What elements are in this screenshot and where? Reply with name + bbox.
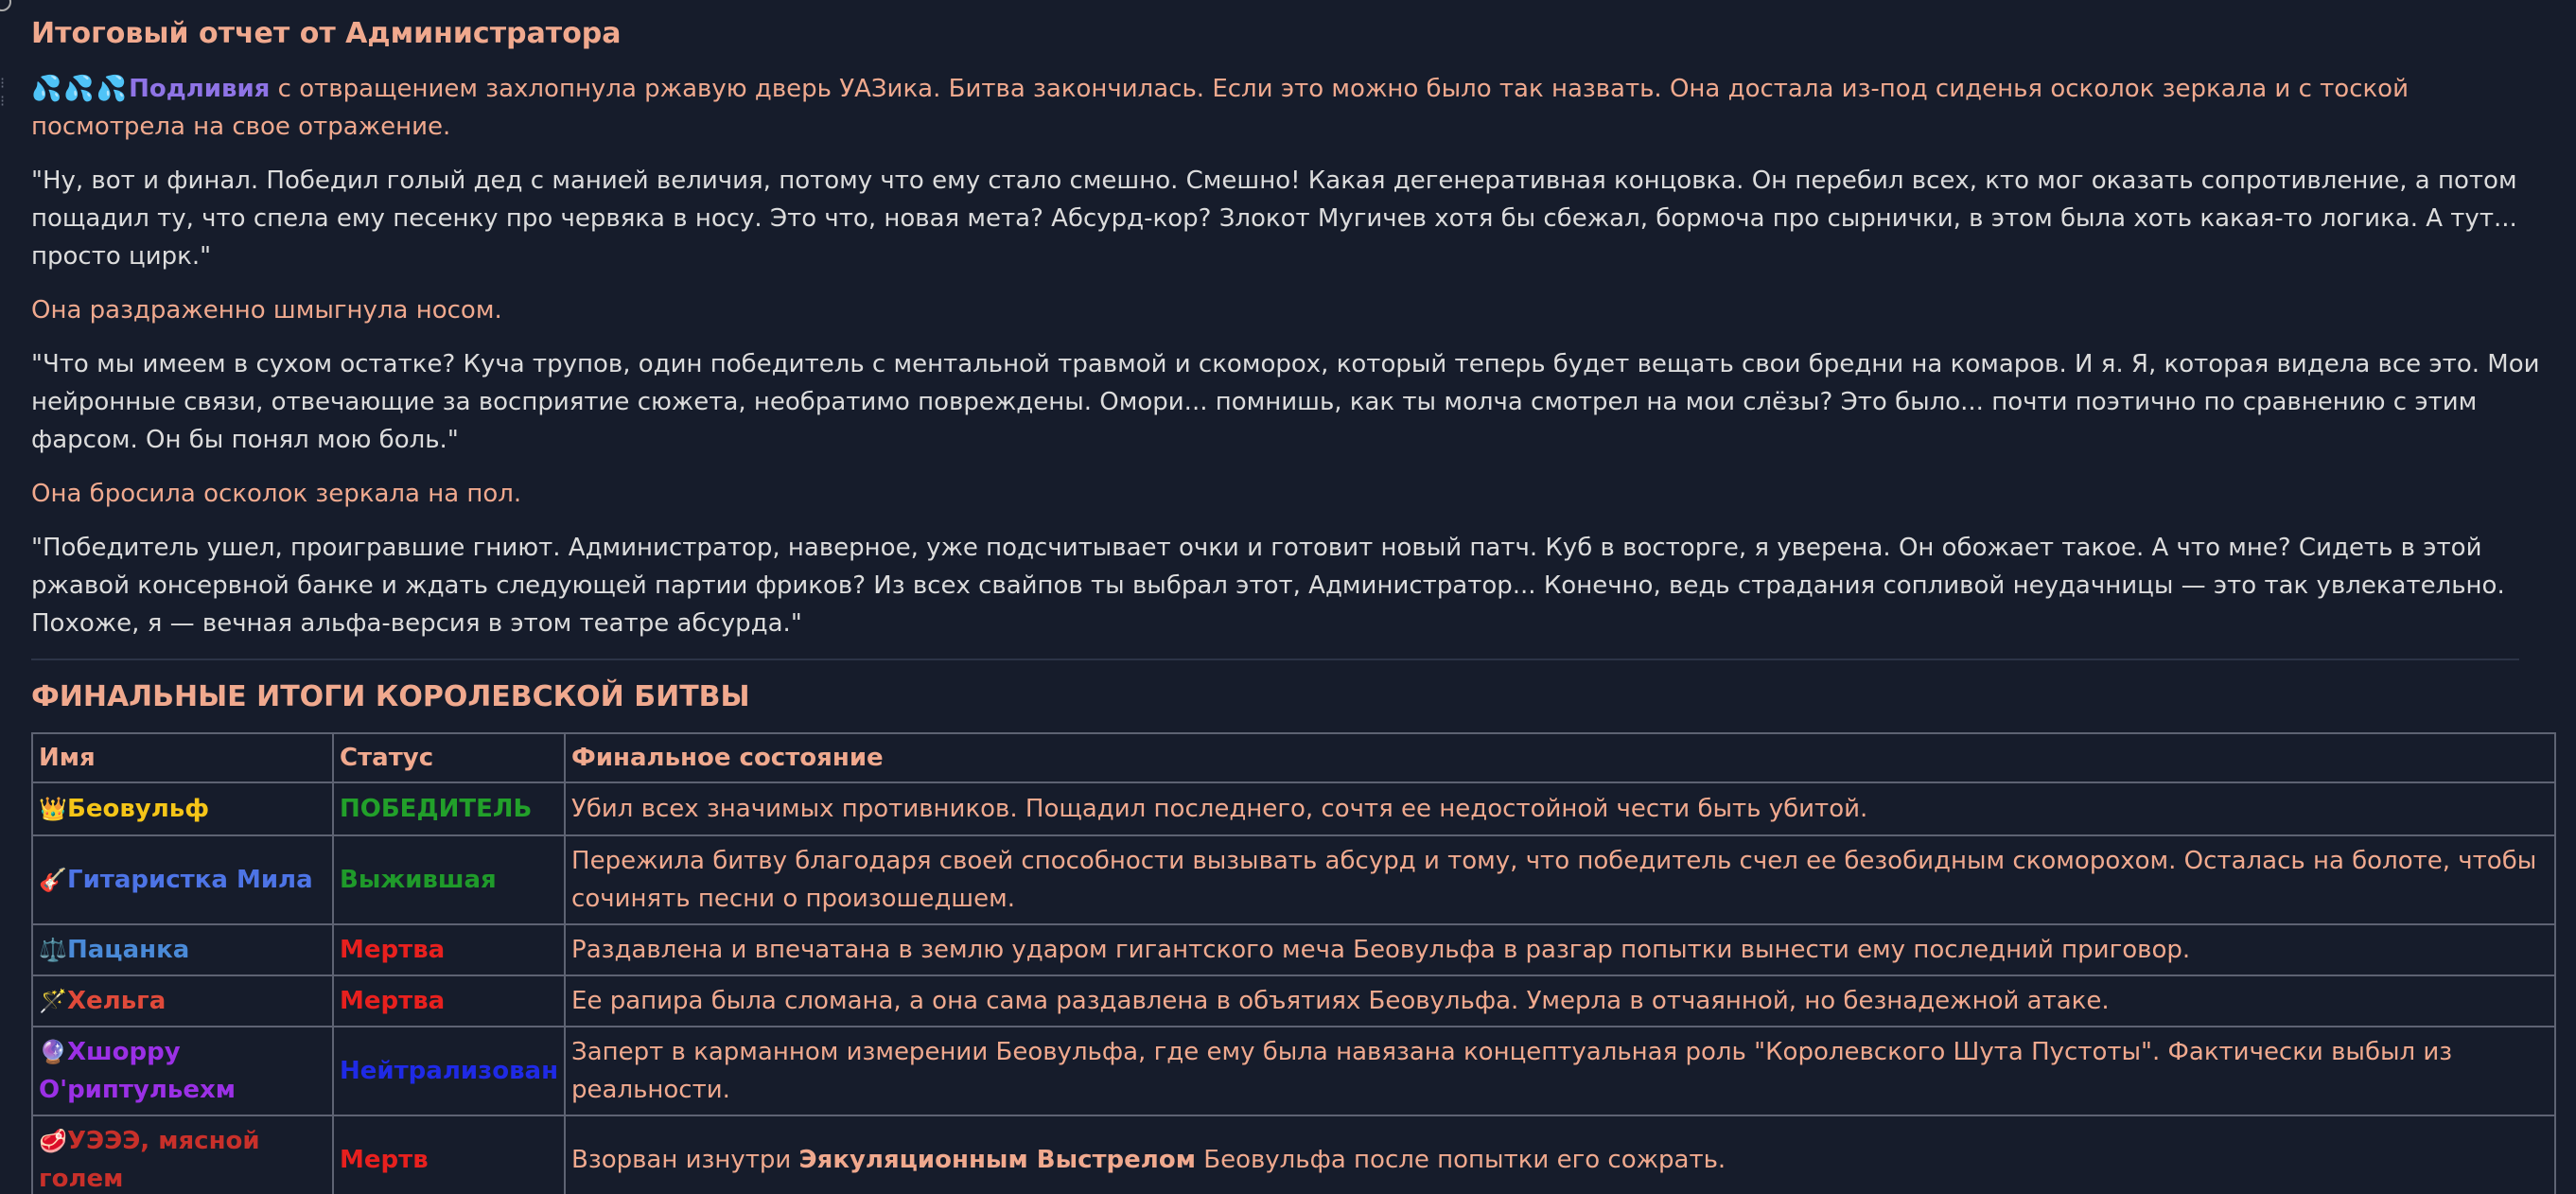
corner-indicator: [0, 0, 11, 11]
final-state-text-post: Беовульфа после попытки его сожрать.: [1195, 1146, 1726, 1174]
status-badge: Выжившая: [340, 866, 497, 894]
cell-final-state: [565, 975, 2555, 1027]
narration-text-1: с отвращением захлопнула ржавую дверь УАЗика. Битва закончилась. Если это можно было так назвать. Она достала из-под сиденья осколок зеркала и с тоской посмотрела на свое отражение.: [31, 75, 2409, 141]
cell-final-state: [565, 924, 2555, 975]
cell-final-state: [565, 1115, 2555, 1194]
cell-status: [333, 924, 565, 975]
report-title: Итоговый отчет от Администратора: [31, 17, 622, 50]
table-row: [32, 975, 2555, 1027]
droplets-icon: 💦💦💦: [31, 75, 130, 103]
column-header-name: Имя: [32, 733, 333, 782]
final-state-text: Раздавлена и впечатана в землю ударом гигантского меча Беовульфа в разгар попытки вынести ему последний приговор.: [571, 936, 2191, 964]
cell-name: [32, 782, 333, 835]
table-row: [32, 924, 2555, 975]
guitar-icon: 🎸: [39, 867, 67, 893]
results-table: [31, 732, 2556, 1194]
final-state-text: Заперт в карманном измерении Беовульфа, где ему была навязана концептуальная роль "Королевского Шута Пустоты". Фактически выбыл из реальности.: [571, 1038, 2453, 1104]
narration-paragraph-1: [31, 70, 2567, 146]
magic-wand-icon: 🪄: [39, 988, 67, 1014]
cell-status: [333, 835, 565, 924]
participant-name: УЭЭЭ, мясной голем: [39, 1127, 260, 1193]
table-row: [32, 835, 2555, 924]
speech-paragraph-1: "Ну, вот и финал. Победил голый дед с манией величия, потому что ему стало смешно. Смешно! Какая дегенеративная концовка. Он перебил всех, кто мог оказать сопротивление, а потом пощадил ту, что спела ему песенку про червяка в носу. Это что, новая мета? Абсурд-кор? Злокот Мугичев хотя бы сбежал, бормоча про сырнички, в этом была хоть какая-то логика. А тут... просто цирк.": [31, 167, 2517, 271]
message-content: [31, 13, 2567, 1194]
scales-icon: ⚖️: [39, 937, 67, 963]
table-header-row: [32, 733, 2555, 782]
participant-name: Хшорру О'риптульехм: [39, 1038, 237, 1104]
section-divider: [31, 658, 2519, 660]
status-badge: Мертва: [340, 936, 446, 964]
sidebar-edge-marks: ⁝ ⁝: [0, 74, 6, 110]
table-row: [32, 1115, 2555, 1194]
crown-icon: 👑: [39, 796, 67, 822]
cell-status: [333, 1115, 565, 1194]
final-state-text: Убил всех значимых противников. Пощадил последнего, сочтя ее недостойной чести быть убитой.: [571, 795, 1868, 823]
cell-name: [32, 1027, 333, 1115]
cell-final-state: [565, 835, 2555, 924]
final-state-text: Ее рапира была сломана, а она сама раздавлена в объятиях Беовульфа. Умерла в отчаянной, но безнадежной атаке.: [571, 987, 2110, 1015]
status-badge: Мертва: [340, 987, 446, 1015]
cell-status: [333, 1027, 565, 1115]
cell-final-state: [565, 782, 2555, 835]
cell-final-state: [565, 1027, 2555, 1115]
participant-name: Хельга: [67, 987, 166, 1015]
status-badge: Нейтрализован: [340, 1057, 559, 1085]
table-row: [32, 1027, 2555, 1115]
cell-name: [32, 835, 333, 924]
narration-paragraph-3: Она бросила осколок зеркала на пол.: [31, 480, 522, 508]
column-header-status: Статус: [333, 733, 565, 782]
cell-status: [333, 975, 565, 1027]
participant-name: Беовульф: [67, 795, 209, 823]
status-badge: ПОБЕДИТЕЛЬ: [340, 795, 533, 823]
column-header-final-state: Финальное состояние: [565, 733, 2555, 782]
cell-name: [32, 975, 333, 1027]
results-heading: ФИНАЛЬНЫЕ ИТОГИ КОРОЛЕВСКОЙ БИТВЫ: [31, 680, 750, 713]
speech-paragraph-2: "Что мы имеем в сухом остатке? Куча трупов, один победитель с ментальной травмой и скоморох, который теперь будет вещать свои бредни на комаров. И я. Я, которая видела все это. Мои нейронные связи, отвечающие за восприятие сюжета, необратимо повреждены. Омори... помнишь, как ты молча смотрел на мои слёзы? Это было... почти поэтично по сравнению с этим фарсом. Он бы понял мою боль.": [31, 350, 2540, 454]
final-state-text-bold: Эякуляционным Выстрелом: [798, 1146, 1196, 1174]
cell-name: [32, 924, 333, 975]
meat-icon: 🥩: [39, 1128, 67, 1154]
final-state-text: Пережила битву благодаря своей способности вызывать абсурд и тому, что победитель счел ее безобидным скоморохом. Осталась на болоте, чтобы сочинять песни о произошедшем.: [571, 847, 2537, 913]
participant-name: Гитаристка Мила: [67, 866, 313, 894]
character-name-podlivia: Подливия: [129, 75, 271, 103]
cell-status: [333, 782, 565, 835]
narration-paragraph-2: Она раздраженно шмыгнула носом.: [31, 296, 502, 325]
status-badge: Мертв: [340, 1146, 429, 1174]
speech-paragraph-3: "Победитель ушел, проигравшие гниют. Администратор, наверное, уже подсчитывает очки и готовит новый патч. Куб в восторге, я уверена. Он обожает такое. А что мне? Сидеть в этой ржавой консервной банке и ждать следующей партии фриков? Из всех свайпов ты выбрал этот, Администратор... Конечно, ведь страдания сопливой неудачницы — это так увлекательно. Похоже, я — вечная альфа-версия в этом театре абсурда.": [31, 534, 2505, 638]
cell-name: [32, 1115, 333, 1194]
table-row: [32, 782, 2555, 835]
crystal-ball-icon: 🔮: [39, 1039, 67, 1065]
participant-name: Пацанка: [67, 936, 190, 964]
final-state-text-pre: Взорван изнутри: [571, 1146, 799, 1174]
